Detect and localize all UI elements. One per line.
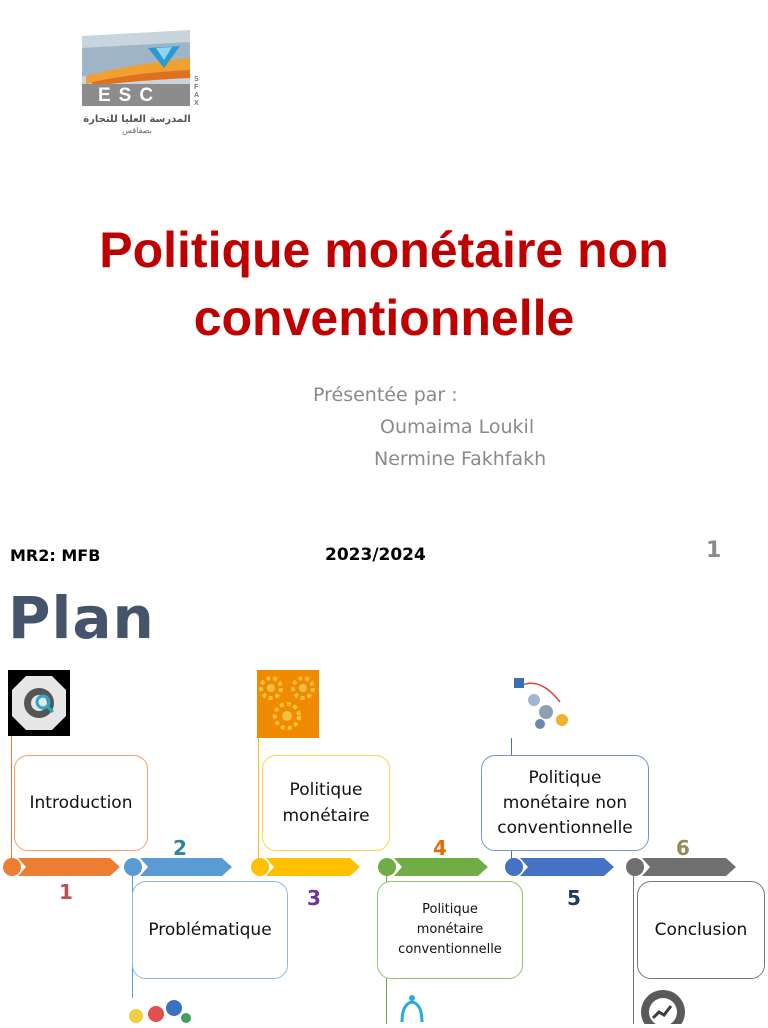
step-number: 3 (307, 886, 321, 910)
plan-heading: Plan (8, 584, 155, 652)
timeline-segment-3 (266, 858, 360, 876)
step-label-line: monétaire (282, 806, 370, 826)
title-line-1: Politique monétaire non (99, 222, 669, 278)
step-label-line: Politique (422, 902, 478, 917)
step-number: 6 (676, 836, 690, 860)
plan-step-conventionnelle (377, 881, 523, 979)
title-line-2: conventionnelle (193, 290, 575, 346)
presented-by-label: Présentée par : (313, 384, 458, 406)
growth-chart-icon (633, 984, 693, 1024)
timeline-dot-3 (251, 858, 269, 876)
connector-line-1 (11, 736, 12, 860)
slide-title (20, 216, 748, 352)
timeline-dot-2 (124, 858, 142, 876)
step-number: 5 (567, 886, 581, 910)
logo-arabic-line2: بصفاقس (122, 126, 152, 135)
gears-icon (257, 670, 319, 738)
plan-step-non-conventionnelle (481, 755, 649, 851)
network-people-icon (510, 672, 574, 736)
timeline-segment-2 (140, 858, 232, 876)
step-label-line: conventionnelle (497, 817, 633, 838)
step-label-line: monétaire non (502, 792, 628, 813)
logo-arabic-line1: المدرسة العليا للتجارة (83, 114, 191, 125)
page-number: 1 (706, 538, 722, 563)
timeline-dot-5 (505, 858, 523, 876)
program-label: MR2: MFB (10, 546, 101, 565)
step-number: 2 (173, 836, 187, 860)
lightbulb-icon (392, 992, 432, 1024)
step-label-line: monétaire (416, 922, 484, 937)
step-label-line: conventionnelle (398, 942, 502, 957)
presenter-name: Oumaima Loukil (380, 416, 535, 438)
step-label: Introduction (29, 793, 133, 813)
academic-year: 2023/2024 (325, 545, 426, 565)
plan-step-politique-monetaire (262, 755, 390, 851)
timeline-segment-5 (520, 858, 614, 876)
step-label-line: Politique (528, 767, 602, 788)
logo-brand-text: ESC (98, 85, 162, 106)
timeline-segment-1 (18, 858, 120, 876)
plan-step-problematique (132, 881, 288, 979)
timeline-dot-4 (378, 858, 396, 876)
step-number: 1 (59, 880, 73, 904)
presenter-name: Nermine Fakhfakh (374, 448, 547, 470)
logo-side-text: SFAX (194, 76, 200, 107)
plan-step-introduction (14, 755, 148, 851)
step-label: Conclusion (654, 920, 748, 940)
timeline-dot-6 (626, 858, 644, 876)
timeline-segment-6 (642, 858, 736, 876)
question-marks-icon (128, 996, 192, 1024)
connector-line-3 (258, 736, 259, 860)
esc-sfax-logo (72, 28, 212, 140)
timeline-segment-4 (394, 858, 488, 876)
plan-step-conclusion (637, 881, 765, 979)
step-number: 4 (433, 836, 447, 860)
timeline-dot-1 (3, 858, 21, 876)
search-gear-icon (8, 670, 70, 736)
step-label: Problématique (148, 920, 272, 940)
step-label-line: Politique (289, 780, 363, 800)
